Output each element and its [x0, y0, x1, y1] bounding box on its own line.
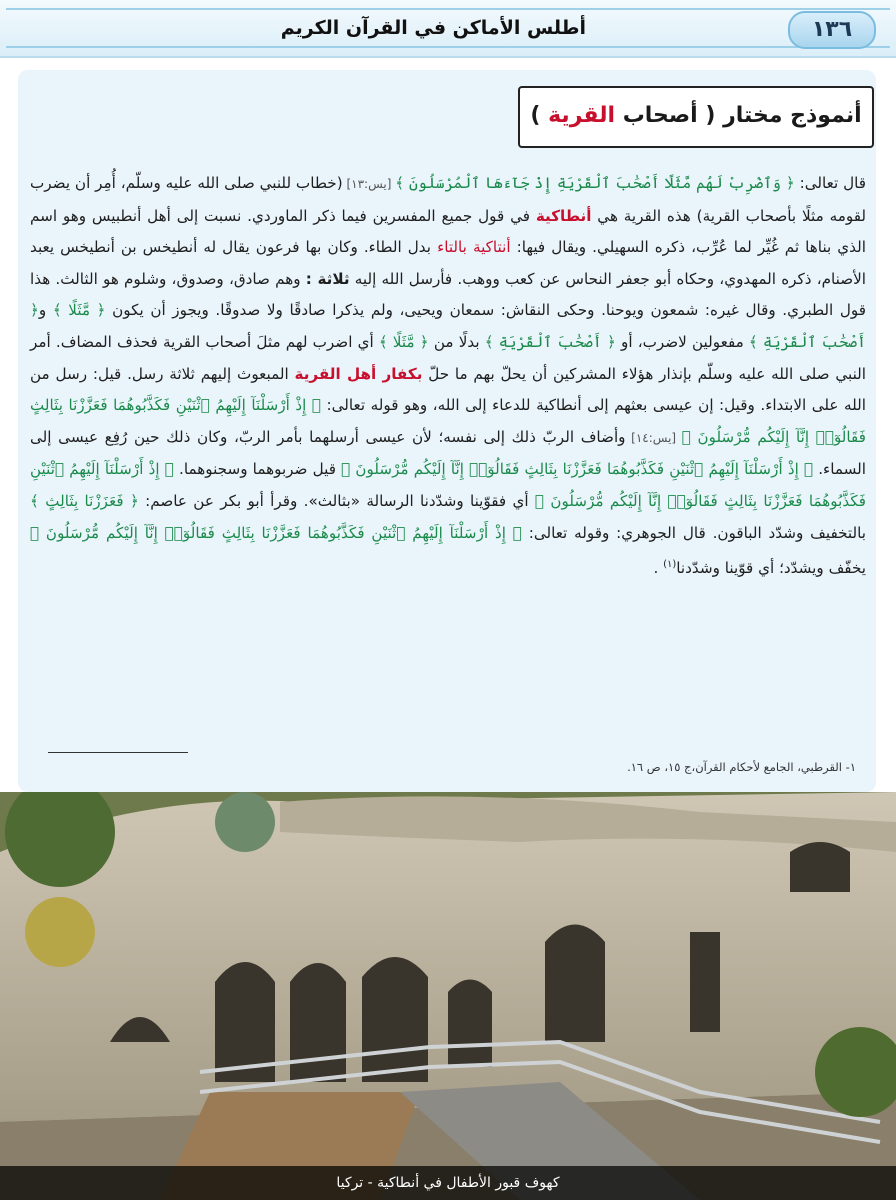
text-run: مفعولين لاضرب، أو: [615, 332, 749, 351]
photo-caption: كهوف قبور الأطفال في أنطاكية - تركيا: [0, 1166, 896, 1200]
text-run: وهم صادق، وصدوق، وشلوم هو الثالث. هذا قول الطبري. وقال غيره: شمعون ويوحنا. وحكى النقاش: سمعان ويحيى، ولم يذكرا صادقًا ولا صدوقًا. ويجوز أن يكون: [30, 269, 866, 320]
text-run: (خطاب للنبي صلى الله عليه وسلّم، أُمِر أن يضرب لقومه مثلًا بأصحاب القرية) هذه القرية هي: [30, 174, 867, 225]
header-rule-bottom: [6, 46, 890, 48]
page-number: ١٣٦: [788, 11, 876, 49]
text-run: و: [38, 301, 53, 320]
section-title-highlight: القرية: [548, 103, 616, 128]
shrub: [215, 792, 275, 852]
highlight-disbelievers: بكفار أهل القرية: [294, 364, 423, 383]
text-run: أي فقوّينا وشدّدنا الرسالة «بثالث». وقرأ أبو بكر عن عاصم:: [138, 491, 535, 510]
text-run: بدل الطاء. وكان بها فرعون يقال له أنطيخس بن أنطيخس يعبد الأصنام، ذكره المهدوي، وحكاه أبو جعفر النحاس عن كعب ووهب. فأرسل الله إليه: [30, 238, 867, 288]
text-run: في قول جميع المفسرين فيما ذكر الماوردي. نسبت إلى أهل أنطبيس وهو اسم الذي بناها ثم غُيِّر لما عُرِّب، ذكره السهيلي. ويقال فيها:: [30, 206, 866, 257]
quran-verse: ﴿ إِذْ أَرْسَلْنَآ إِلَيْهِمُ ٱثْنَيْنِ فَكَذَّبُوهُمَا فَعَزَّزْنَا بِثَالِثٍ فَقَالُوٓا۟ إِنَّآ إِلَيْكُم مُّرْسَلُونَ ﴾: [30, 523, 522, 542]
highlight-antakya-alt: أنتاكية بالتاء: [437, 238, 511, 257]
text-run: .: [653, 559, 664, 578]
quran-verse: ﴿ مَّثَلًا ﴾: [52, 301, 106, 320]
page-header: [0, 0, 896, 58]
text-run: بدلًا من: [428, 332, 485, 351]
highlight-antakya: أنطاكية: [535, 206, 592, 225]
section-title-prefix: أنموذج مختار ( أصحاب: [615, 103, 862, 128]
quran-verse: ﴿ أَصْحَٰبَ ٱلْقَرْيَةِ ﴾: [484, 332, 616, 351]
text-run: قيل ضربوهما وسجنوهما.: [173, 460, 342, 479]
text-run: قال تعالى:: [794, 174, 866, 192]
section-title-suffix: ): [530, 103, 549, 128]
footnote-marker[interactable]: (١): [663, 559, 677, 571]
cave-tombs-photo: [0, 792, 896, 1200]
text-run: أي اضرب لهم مثلَ أصحاب القرية فحذف المضاف. أمر النبي صلى الله عليه وسلّم بإنذار هؤلاء المشركين أن يحلّ بهم ما حلّ: [30, 332, 867, 383]
photo-illustration: [0, 792, 896, 1200]
header-rule-top: [6, 8, 890, 10]
verse-reference: [يس:١٤]: [625, 430, 682, 445]
quran-verse: ﴿ إِذْ أَرْسَلْنَآ إِلَيْهِمُ ٱثْنَيْنِ فَكَذَّبُوهُمَا فَعَزَّزْنَا بِثَالِثٍ فَقَالُوٓا۟ إِنَّآ إِلَيْكُم مُّرْسَلُونَ ﴾: [30, 460, 866, 510]
body-paragraph: [30, 168, 866, 585]
quran-verse: ﴿ إِذْ أَرْسَلْنَآ إِلَيْهِمُ ٱثْنَيْنِ فَكَذَّبُوهُمَا فَعَزَّزْنَا بِثَالِثٍ فَقَالُوٓا۟ إِنَّآ إِلَيْكُم مُّرْسَلُونَ ﴾: [341, 460, 814, 479]
quran-verse: ﴿ أَصْحَٰبَ ٱلْقَرْيَةِ ﴾: [30, 301, 866, 351]
quran-verse: ﴿ مَّثَلًا ﴾: [378, 332, 429, 351]
section-title: [518, 86, 874, 148]
footnote-divider: [48, 752, 188, 753]
quran-verse: ﴿ فَعَزَزْنَا بِثَالِثٍ ﴾: [30, 491, 139, 510]
verse-reference: [يس:١٣]: [342, 177, 396, 191]
yellow-shrub: [25, 897, 95, 967]
text-run: وأضاف الربّ ذلك إلى نفسه؛ لأن عيسى أرسلهما بأمر الربّ، وكان ذلك حين رُفِع عيسى إلى السماء.: [30, 427, 867, 479]
quran-verse: ﴿ وَٱضْرِبْ لَهُم مَّثَلًا أَصْحَٰبَ ٱلْقَرْيَةِ إِذْ جَآءَهَا ٱلْمُرْسَلُونَ ﴾: [395, 174, 795, 192]
text-run: يخفّف ويشدّد؛ أي قوّينا وشدّدنا: [676, 559, 866, 578]
text-run: المبعوث إليهم ثلاثة رسل. قيل: رسل من الله على الابتداء. وقيل: إن عيسى بعثهم إلى أنطاكية للدعاء إلى الله، وهو قوله تعالى:: [30, 364, 866, 415]
quran-verse: ﴿ إِذْ أَرْسَلْنَآ إِلَيْهِمُ ٱثْنَيْنِ فَكَذَّبُوهُمَا فَعَزَّزْنَا بِثَالِثٍ فَقَالُوٓا۟ إِنَّآ إِلَيْكُم مُّرْسَلُونَ ﴾: [30, 396, 867, 446]
text-run: بالتخفيف وشدّد الباقون. قال الجوهري: وقوله تعالى:: [521, 523, 866, 542]
book-title: أطلس الأماكن في القرآن الكريم: [280, 17, 586, 39]
highlight-three: ثلاثة :: [305, 269, 350, 288]
footnote: ١- القرطبي، الجامع لأحكام القرآن،ج ١٥، ص ١٦.: [627, 760, 856, 774]
